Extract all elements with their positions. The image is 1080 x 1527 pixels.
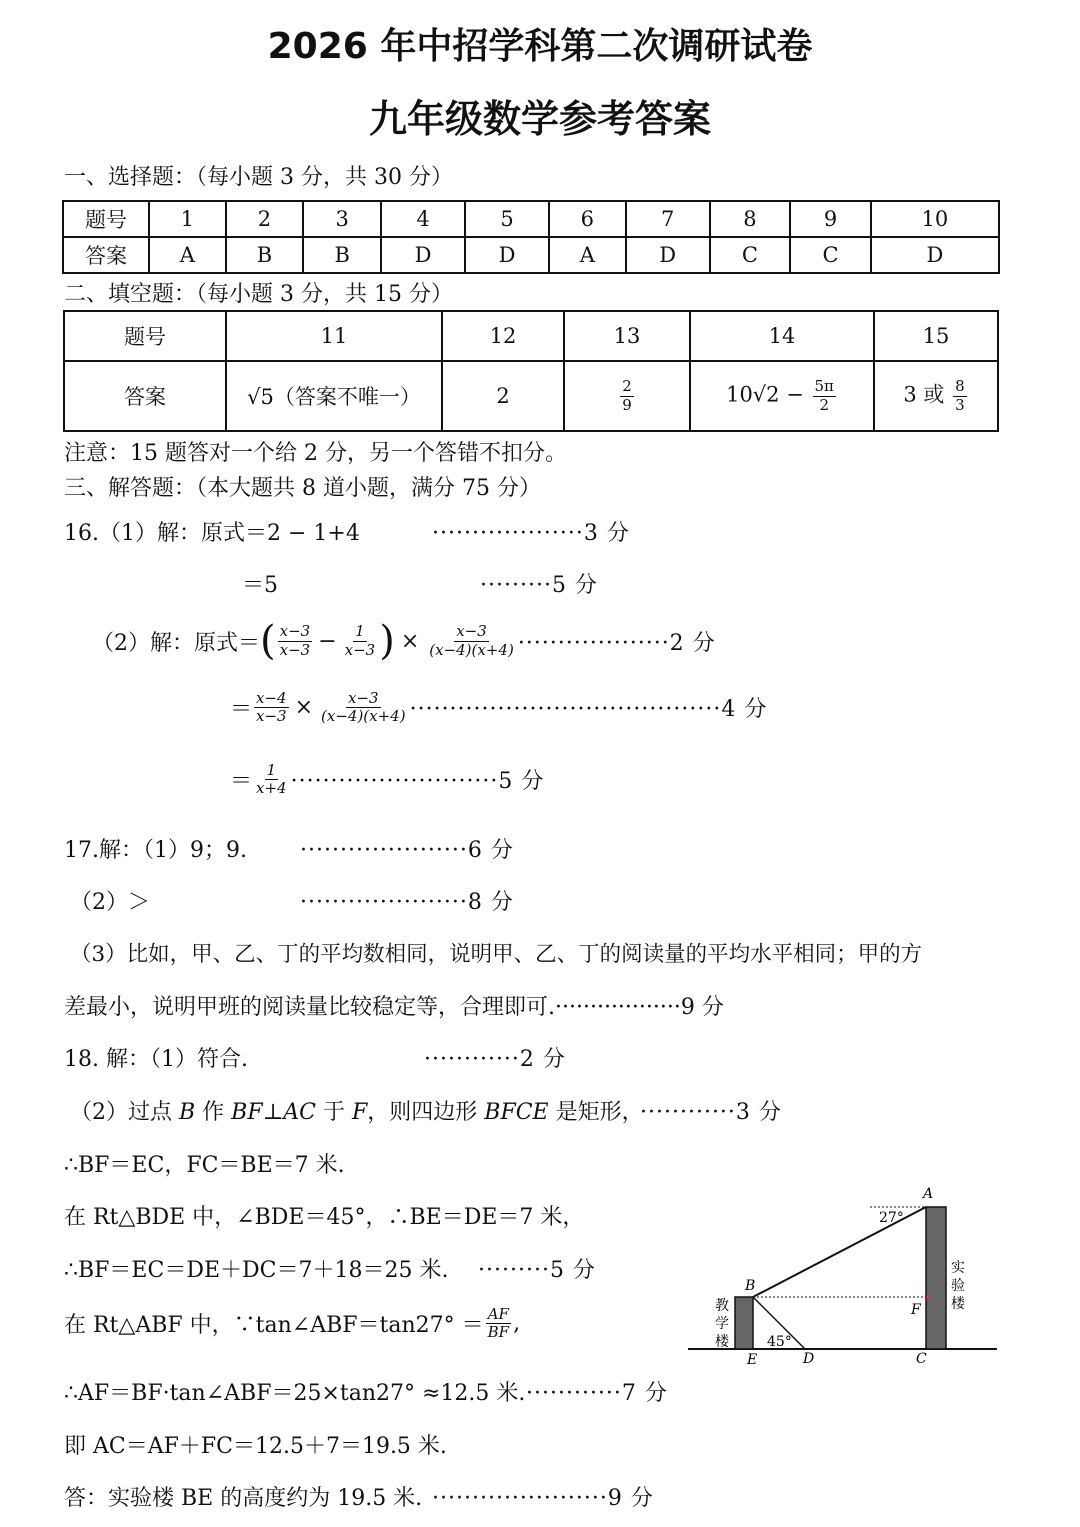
q17-line3: （3）比如，甲、乙、丁的平均数相同，说明甲、乙、丁的阅读量的平均水平相同；甲的方 [70,942,923,967]
section2-heading: 二、填空题：（每小题 3 分，共 15 分） [64,282,453,307]
fraction: $\frac{8}{3}$ [955,377,965,414]
choice-number: 5 [465,201,549,237]
choice-answer-table [62,200,1000,274]
q16-score2: ·········5 分 [480,573,598,598]
label-C: C [916,1351,927,1367]
point-F-marker [926,1295,930,1299]
q16-line4: ＝ $\frac{x-4}{x-3}$ × $\frac{x-3}{(x-4)(x+4)}$ ·······································4 分 [230,689,768,726]
q16-score1: ···················3 分 [432,521,630,546]
q17-score2: ·····················8 分 [300,890,514,915]
choice-answer: B [226,237,304,273]
q16-score4: ·······································4 分 [409,697,768,723]
angle-45: 45° [767,1334,792,1350]
choice-answer: D [381,237,465,273]
lab-building-char: 楼 [951,1296,965,1312]
q17-score1: ·····················6 分 [300,838,514,863]
choice-answer: C [710,237,791,273]
choice-number: 1 [149,201,226,237]
choice-answer-row [63,237,999,273]
q18-line2: （2）过点 B 作 BF⊥AC 于 F，则四边形 BFCE 是矩形， [70,1100,644,1125]
label-E: E [747,1352,758,1368]
choice-number: 7 [626,201,710,237]
choice-number: 9 [790,201,871,237]
q17-line1: 17.解：（1）9；9. [64,838,247,863]
q16-line2: ＝5 [242,573,278,598]
q16-line3: （2）解：原式＝ ( $\frac{x-3}{x-3}$ − $\frac{1}{x-3}$ ) × $\frac{x-3}{(x-4)(x+4)}$ ···················2 分 [92,618,716,664]
fill-number: 14 [690,311,874,361]
page-subtitle: 九年级数学参考答案 [368,97,711,141]
row-label: 答案 [64,361,226,431]
lab-building [926,1207,946,1349]
q18-score7: ············7 分 [526,1381,668,1406]
row-label: 题号 [63,201,149,237]
fraction: $\frac{1}{x+4}$ [256,761,287,798]
label-B: B [745,1278,756,1294]
row-label: 题号 [64,311,226,361]
q18-score5: ·········5 分 [478,1258,596,1283]
choice-number: 4 [381,201,465,237]
q16-line5: ＝ $\frac{1}{x+4}$ ··························5 分 [230,761,545,798]
choice-answer: A [149,237,226,273]
scoring-note: 注意：15 题答对一个给 2 分，另一个答错不扣分。 [64,441,567,466]
fill-answer-15: 3 或 $\frac{8}{3}$ [874,361,998,431]
fill-answer-table [63,310,999,432]
choice-number: 3 [303,201,381,237]
teaching-building-char: 楼 [715,1334,729,1350]
q18-score1: ············2 分 [424,1047,566,1072]
fraction: $\frac{AF}{BF}$ [487,1305,510,1342]
q16-line1: 16.（1）解：原式＝2 − 1+4 [64,521,360,546]
fill-answer-14: 10√2 − $\frac{5\pi}{2}$ [690,361,874,431]
label-D: D [803,1351,815,1367]
choice-answer: A [549,237,626,273]
choice-answer: D [626,237,710,273]
choice-number: 6 [549,201,626,237]
label-F: F [911,1302,921,1318]
teaching-building [735,1297,753,1349]
fraction: $\frac{x-4}{x-3}$ [256,689,287,726]
fraction: $\frac{x-3}{(x-4)(x+4)}$ [321,689,406,726]
lab-building-char: 实 [951,1260,965,1276]
q18-line3: ∴BF＝EC，FC＝BE＝7 米. [64,1153,345,1178]
fill-number: 11 [226,311,442,361]
choice-number: 8 [710,201,791,237]
fraction: $\frac{2}{9}$ [622,377,632,414]
page-title: 2026 年中招学科第二次调研试卷 [267,26,813,67]
q18-line1: 18. 解：（1）符合. [64,1047,248,1072]
teaching-building-char: 学 [715,1316,729,1332]
fill-number: 13 [564,311,690,361]
teaching-building-char: 教 [715,1298,729,1314]
fill-answer-row [64,361,998,431]
q18-score2: ············3 分 [640,1100,782,1125]
fraction: $\frac{x-3}{(x-4)(x+4)}$ [429,622,514,659]
lab-building-char: 验 [951,1278,965,1294]
choice-answer: D [871,237,999,273]
label-A: A [923,1186,934,1202]
section3-heading: 三、解答题：（本大题共 8 道小题，满分 75 分） [64,476,541,501]
choice-answer: D [465,237,549,273]
fraction: $\frac{5\pi}{2}$ [814,377,834,414]
q18-line5: ∴BF＝EC＝DE＋DC＝7＋18＝25 米. [64,1258,449,1283]
angle-27: 27° [879,1210,904,1226]
fill-number-row [64,311,998,361]
q16-score3: ···················2 分 [517,630,716,656]
fill-number: 15 [874,311,998,361]
choice-answer: B [303,237,381,273]
q18-line8: 即 AC＝AF＋FC＝12.5＋7＝19.5 米. [64,1434,447,1459]
choice-number-row [63,201,999,237]
q18-line9: 答：实验楼 BE 的高度约为 19.5 米. [64,1486,423,1511]
choice-number: 2 [226,201,304,237]
fill-number: 12 [442,311,564,361]
q18-score9: ······················9 分 [432,1486,654,1511]
q17-line4: 差最小，说明甲班的阅读量比较稳定等，合理即可.··················9 分 [64,995,724,1020]
fill-answer-13 [564,361,690,431]
section1-heading: 一、选择题：（每小题 3 分，共 30 分） [64,165,453,190]
row-label: 答案 [63,237,149,273]
choice-answer: C [790,237,871,273]
choice-number: 10 [871,201,999,237]
fill-answer-12: 2 [442,361,564,431]
q18-line7: ∴AF＝BF·tan∠ABF＝25×tan27° ≈12.5 米. [64,1381,526,1406]
fraction: $\frac{1}{x-3}$ [344,622,376,659]
q18-line4: 在 Rt△BDE 中，∠BDE＝45°，∴BE＝DE＝7 米， [64,1205,585,1230]
building-figure [685,1180,1005,1380]
fraction: $\frac{x-3}{x-3}$ [279,622,311,659]
q16-score5: ··························5 分 [290,769,545,795]
q18-line6: 在 Rt△ABF 中，∵tan∠ABF＝tan27° ＝ $\frac{AF}{BF}$ , [64,1305,521,1342]
fill-answer-11: √5（答案不唯一） [226,361,442,431]
q17-line2: （2）＞ [70,890,150,915]
